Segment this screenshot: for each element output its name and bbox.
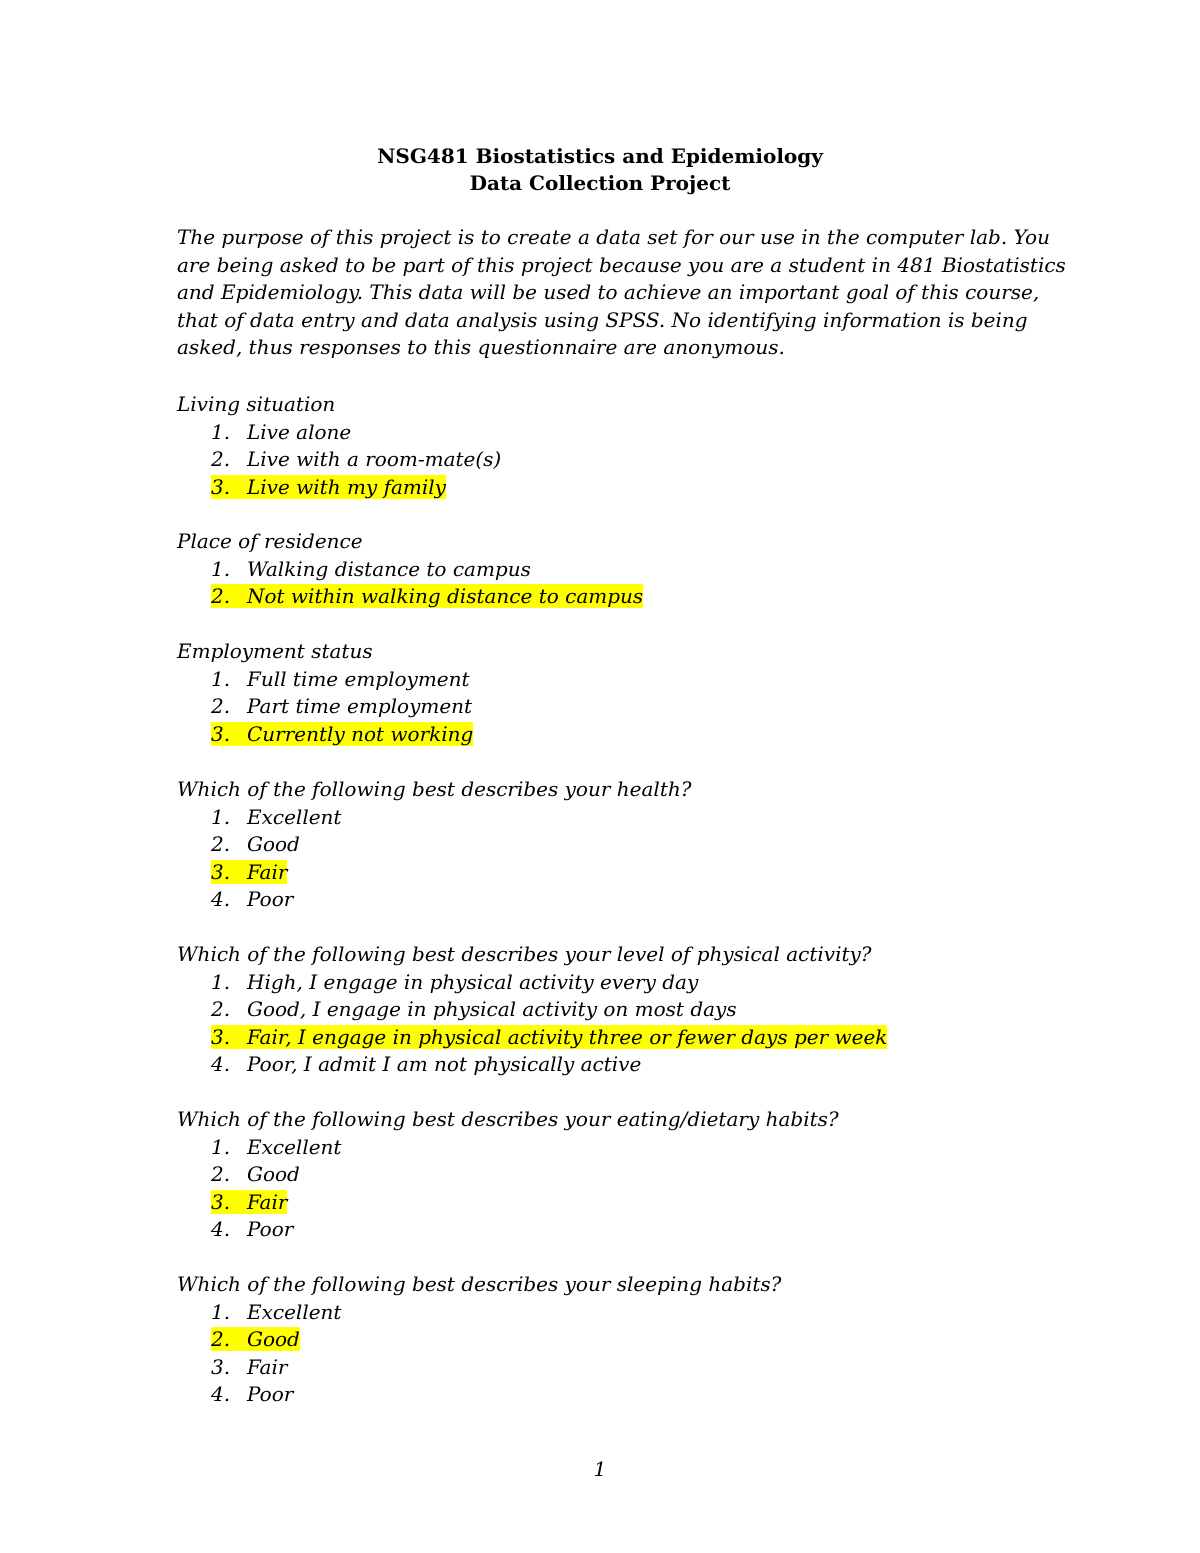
question-label: Which of the following best describes your level of physical activity?	[177, 942, 872, 966]
intro-line: that of data entry and data analysis using SPSS. No identifying information is being	[177, 307, 1028, 332]
question-sleeping-habits	[177, 1271, 1077, 1409]
answer-option: 4. Poor, I admit I am not physically active	[211, 1052, 642, 1076]
question-physical-activity	[177, 941, 1077, 1079]
document-title: NSG481 Biostatistics and Epidemiology	[377, 144, 823, 168]
question-label: Which of the following best describes your eating/dietary habits?	[177, 1107, 839, 1131]
document-subtitle: Data Collection Project	[469, 171, 731, 195]
question-eating-habits	[177, 1106, 1077, 1244]
answer-option: 2. Good, I engage in physical activity on most days	[211, 997, 737, 1021]
question-label: Employment status	[177, 639, 373, 663]
answer-option: 4. Poor	[211, 1382, 294, 1406]
question-place-of-residence	[177, 528, 1077, 611]
question-label: Which of the following best describes your health?	[177, 777, 692, 801]
intro-line: asked, thus responses to this questionnaire are anonymous.	[177, 335, 785, 360]
selected-answer-option: 3. Fair, I engage in physical activity three or fewer days per week	[211, 1024, 888, 1049]
question-label: Place of residence	[177, 529, 363, 553]
selected-answer-option: 3. Fair	[211, 1189, 288, 1214]
answer-option: 4. Poor	[211, 1217, 294, 1241]
intro-line: The purpose of this project is to create a data set for our use in the computer lab. You	[177, 225, 1050, 249]
answer-option: 2. Good	[211, 1162, 300, 1186]
question-health	[177, 776, 1077, 914]
intro-paragraph	[177, 224, 1066, 362]
answer-option: 1. Excellent	[211, 1299, 342, 1324]
question-employment-status	[177, 638, 1077, 748]
selected-answer-option: 2. Good	[211, 1327, 300, 1351]
answer-option: 1. Live alone	[211, 419, 352, 444]
answer-option: 4. Poor	[211, 887, 294, 911]
answer-option: 1. Excellent	[211, 1134, 342, 1159]
answer-option: 2. Part time employment	[211, 694, 473, 718]
answer-option: 2. Live with a room-mate(s)	[211, 447, 502, 471]
intro-line: are being asked to be part of this project because you are a student in 481 Biostatistics	[177, 252, 1066, 277]
answer-option: 1. Full time employment	[211, 666, 470, 691]
selected-answer-option: 3. Fair	[211, 859, 288, 884]
intro-line: and Epidemiology. This data will be used to achieve an important goal of this course,	[177, 280, 1040, 305]
answer-option: 1. High, I engage in physical activity every day	[211, 969, 699, 994]
selected-answer-option: 2. Not within walking distance to campus	[211, 584, 644, 608]
question-label: Which of the following best describes your sleeping habits?	[177, 1272, 782, 1296]
selected-answer-option: 3. Live with my family	[211, 474, 446, 499]
selected-answer-option: 3. Currently not working	[211, 721, 474, 746]
answer-option: 1. Walking distance to campus	[211, 556, 531, 581]
answer-option: 3. Fair	[211, 1354, 288, 1379]
answer-option: 1. Excellent	[211, 804, 342, 829]
page-number: 1	[593, 1457, 607, 1481]
answer-option: 2. Good	[211, 832, 300, 856]
question-living-situation	[177, 391, 1077, 501]
question-label: Living situation	[177, 392, 336, 416]
